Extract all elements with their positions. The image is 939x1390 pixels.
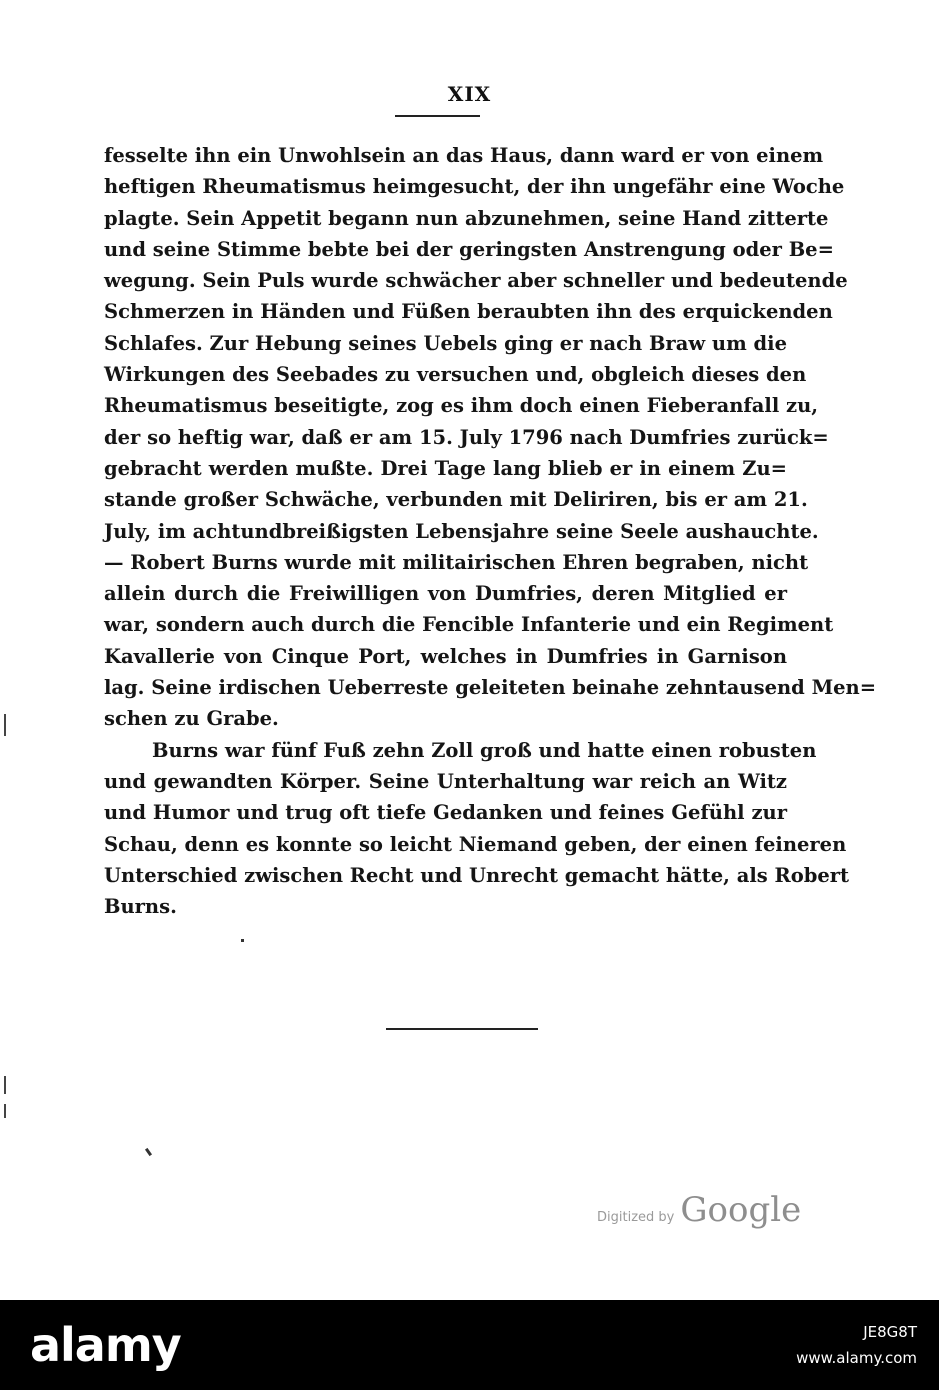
text-line: Schau, denn es konnte so leicht Niemand geben, der einen feineren xyxy=(104,832,847,856)
footer-info xyxy=(796,1323,917,1367)
page-number: XIX xyxy=(447,82,492,106)
text-line: heftigen Rheumatismus heimgesucht, der ihn ungefähr eine Woche xyxy=(104,175,845,199)
text-line: allein durch die Freiwilligen von Dumfries, deren Mitglied er xyxy=(104,582,787,606)
text-line: schen zu Grabe. xyxy=(104,707,279,731)
margin-mark xyxy=(4,714,6,736)
text-line: gebracht werden mußte. Drei Tage lang blieb er in einem Zu= xyxy=(104,456,787,480)
text-line: Wirkungen des Seebades zu versuchen und, obgleich dieses den xyxy=(104,363,807,387)
image-id: JE8G8T xyxy=(863,1323,917,1341)
scan-speck xyxy=(145,1148,152,1156)
text-line: wegung. Sein Puls wurde schwächer aber schneller und bedeutende xyxy=(104,269,848,293)
text-line: Burns. xyxy=(104,895,177,919)
text-line: der so heftig war, daß er am 15. July 1796 nach Dumfries zurück= xyxy=(104,425,829,449)
text-line: Kavallerie von Cinque Port, welches in Dumfries in Garnison xyxy=(104,644,787,668)
text-line: und Humor und trug oft tiefe Gedanken und feines Gefühl zur xyxy=(104,801,787,825)
digitized-by-google-watermark xyxy=(597,1190,801,1230)
stock-photo-footer xyxy=(0,1300,939,1390)
body-text xyxy=(104,140,877,922)
margin-mark xyxy=(4,1104,6,1118)
text-line: lag. Seine irdischen Ueberreste geleiteten beinahe zehntausend Men= xyxy=(104,676,877,700)
end-rule xyxy=(386,1028,538,1030)
margin-mark xyxy=(4,1076,6,1094)
text-line: Schmerzen in Händen und Füßen beraubten ihn des erquickenden xyxy=(104,300,833,324)
text-line: und seine Stimme bebte bei der geringsten Anstrengung oder Be= xyxy=(104,237,834,261)
text-line: Rheumatismus beseitigte, zog es ihm doch einen Fieberanfall zu, xyxy=(104,394,819,418)
text-line: Burns war fünf Fuß zehn Zoll groß und hatte einen robusten xyxy=(152,738,817,762)
text-line: plagte. Sein Appetit begann nun abzunehmen, seine Hand zitterte xyxy=(104,206,829,230)
text-line: stande großer Schwäche, verbunden mit Deliriren, bis er am 21. xyxy=(104,488,808,512)
text-line: fesselte ihn ein Unwohlsein an das Haus, dann ward er von einem xyxy=(104,144,824,167)
alamy-logo: alamy xyxy=(30,1318,181,1372)
text-line: Schlafes. Zur Hebung seines Uebels ging er nach Braw um die xyxy=(104,331,787,355)
watermark-prefix: Digitized by xyxy=(597,1210,675,1225)
text-line: Unterschied zwischen Recht und Unrecht gemacht hätte, als Robert xyxy=(104,863,850,887)
text-line: war, sondern auch durch die Fencible Infanterie und ein Regiment xyxy=(104,613,834,637)
text-line: July, im achtundbreißigsten Lebensjahre seine Seele aushauchte. xyxy=(104,519,819,543)
text-line: und gewandten Körper. Seine Unterhaltung war reich an Witz xyxy=(104,769,787,793)
scan-speck xyxy=(241,939,244,942)
text-line: — Robert Burns wurde mit militairischen Ehren begraben, nicht xyxy=(104,550,809,574)
header-rule xyxy=(395,115,480,117)
site-url: www.alamy.com xyxy=(796,1349,917,1367)
watermark-brand: Google xyxy=(680,1190,802,1230)
